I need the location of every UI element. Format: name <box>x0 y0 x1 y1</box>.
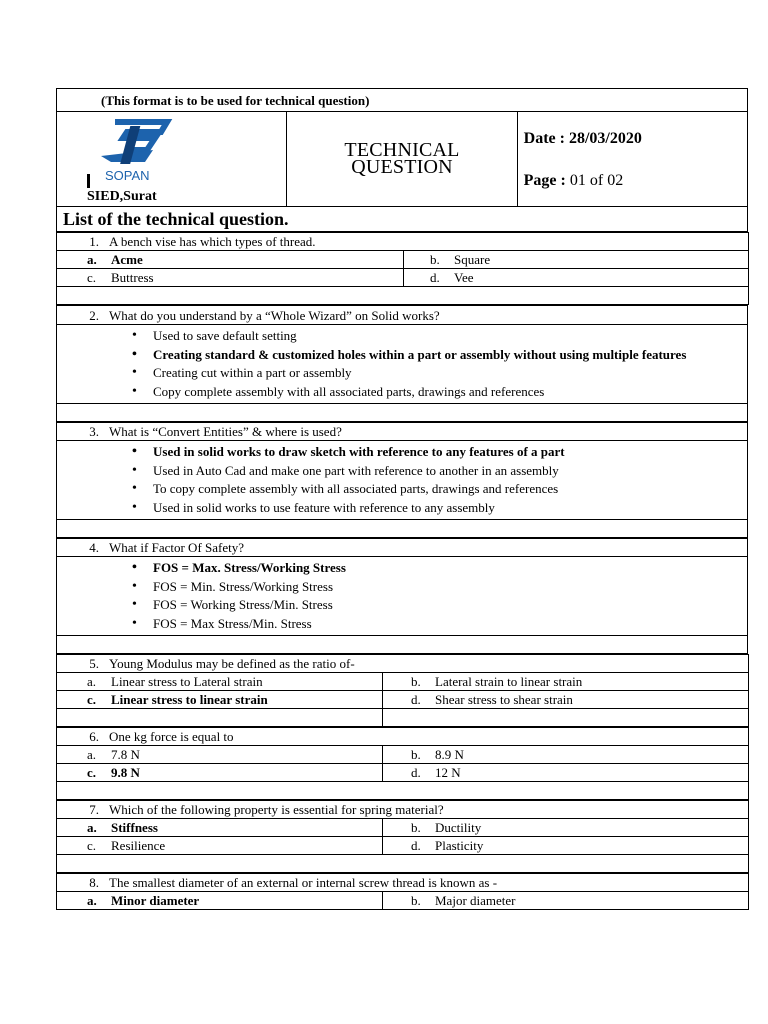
option-1: • Used to save default setting <box>153 327 747 346</box>
option-2: • Creating standard & customized holes within a part or assembly without using multiple features <box>153 346 747 365</box>
meta-cell <box>517 112 747 207</box>
spacer-row <box>57 404 748 422</box>
question-4 <box>56 538 748 654</box>
option-c: c. Resilience <box>57 837 383 855</box>
sopan-logo-icon <box>97 116 177 186</box>
option-b: b. Lateral strain to linear strain <box>383 673 749 691</box>
option-d: d. 12 N <box>383 764 749 782</box>
question-text: 1. A bench vise has which types of thread. <box>57 233 749 251</box>
option-b: b. Ductility <box>383 819 749 837</box>
date-row: Date : 28/03/2020 <box>523 130 642 147</box>
question-2 <box>56 305 748 422</box>
organization-name: SIED,Surat <box>87 189 157 204</box>
spacer-row <box>57 782 749 800</box>
logo-text: SOPAN <box>105 168 150 183</box>
option-a: a. Stiffness <box>57 819 383 837</box>
question-8 <box>56 873 749 910</box>
page-row: Page : 01 of 02 <box>523 172 624 189</box>
option-2: • FOS = Min. Stress/Working Stress <box>153 578 747 597</box>
option-3: • FOS = Working Stress/Min. Stress <box>153 596 747 615</box>
question-text: 6. One kg force is equal to <box>57 728 749 746</box>
option-1: • FOS = Max. Stress/Working Stress <box>153 559 747 578</box>
spacer-row <box>57 636 748 654</box>
option-b: b. 8.9 N <box>383 746 749 764</box>
technical-question-document <box>56 88 748 910</box>
spacer-cell <box>383 709 749 727</box>
option-4: • Used in solid works to use feature with reference to any assembly <box>153 499 747 518</box>
question-text: 2. What do you understand by a “Whole Wizard” on Solid works? <box>57 306 748 325</box>
option-d: d. Shear stress to shear strain <box>383 691 749 709</box>
option-2: • Used in Auto Cad and make one part with reference to another in an assembly <box>153 462 747 481</box>
question-text: 7. Which of the following property is essential for spring material? <box>57 801 749 819</box>
question-text: 4. What if Factor Of Safety? <box>57 539 748 557</box>
logo-cell <box>57 112 287 207</box>
question-5 <box>56 654 749 727</box>
header-table <box>56 88 748 232</box>
option-c: c. 9.8 N <box>57 764 383 782</box>
option-d: d. Vee <box>404 269 749 287</box>
question-text: 8. The smallest diameter of an external or internal screw thread is known as - <box>57 874 749 892</box>
logo-mark-bar <box>87 174 90 188</box>
spacer-row <box>57 520 748 538</box>
option-a: a. Acme <box>57 251 404 269</box>
question-7 <box>56 800 749 873</box>
option-d: d. Plasticity <box>383 837 749 855</box>
spacer-row <box>57 287 749 305</box>
question-6 <box>56 727 749 800</box>
options-list <box>57 441 748 520</box>
format-note: (This format is to be used for technical question) <box>57 89 748 112</box>
option-a: a. Minor diameter <box>57 892 383 910</box>
option-a: a. Linear stress to Lateral strain <box>57 673 383 691</box>
document-title: TECHNICAL QUESTION <box>287 112 517 207</box>
question-3 <box>56 422 748 538</box>
option-4: • Copy complete assembly with all associated parts, drawings and references <box>153 383 747 402</box>
option-1: • Used in solid works to draw sketch with reference to any features of a part <box>153 443 747 462</box>
spacer-row <box>57 855 749 873</box>
option-3: • Creating cut within a part or assembly <box>153 364 747 383</box>
option-4: • FOS = Max Stress/Min. Stress <box>153 615 747 634</box>
question-text: 5. Young Modulus may be defined as the ratio of- <box>57 655 749 673</box>
options-list <box>57 325 748 404</box>
spacer-cell <box>57 709 383 727</box>
option-c: c. Buttress <box>57 269 404 287</box>
options-list <box>57 557 748 636</box>
option-c: c. Linear stress to linear strain <box>57 691 383 709</box>
option-a: a. 7.8 N <box>57 746 383 764</box>
option-b: b. Square <box>404 251 749 269</box>
question-text: 3. What is “Convert Entities” & where is used? <box>57 423 748 441</box>
list-title: List of the technical question. <box>57 207 748 232</box>
option-b: b. Major diameter <box>383 892 749 910</box>
option-3: • To copy complete assembly with all associated parts, drawings and references <box>153 480 747 499</box>
question-1 <box>56 232 749 305</box>
